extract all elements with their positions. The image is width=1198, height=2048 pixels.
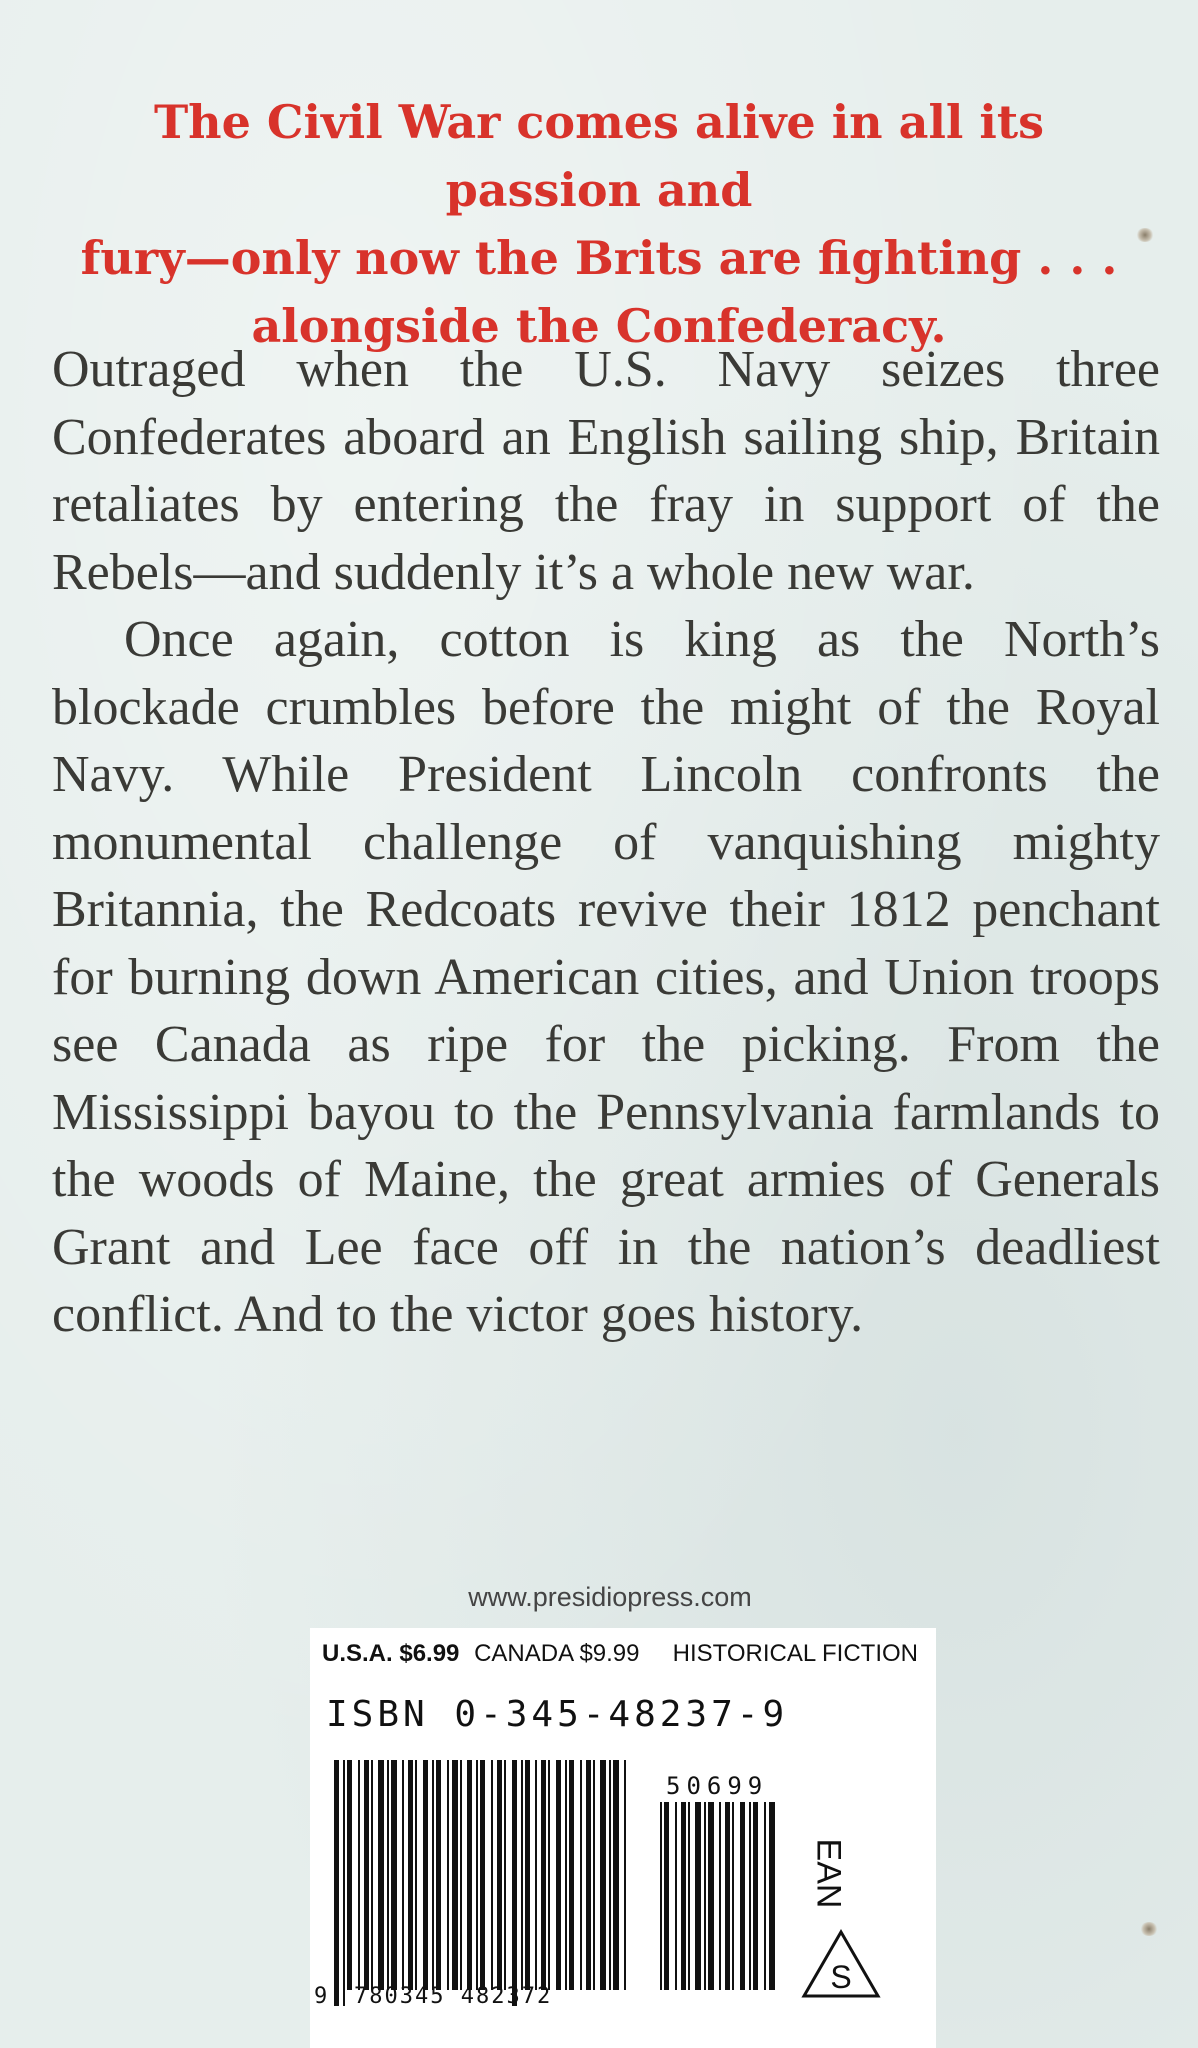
barcode-bar — [480, 1760, 485, 1990]
barcode-bar — [504, 1760, 506, 1990]
barcode-bar — [708, 1802, 713, 1990]
barcode-bar — [371, 1760, 373, 1990]
barcode-bar — [467, 1760, 472, 1990]
barcode-bar — [769, 1802, 774, 1990]
barcode-bar — [749, 1802, 751, 1990]
barcode-bar — [548, 1760, 550, 1990]
barcode-bar — [378, 1760, 383, 1990]
barcode-bar — [391, 1760, 396, 1990]
barcode-bar — [347, 1760, 352, 1990]
barcode-bar — [580, 1760, 582, 1990]
barcode-bar — [525, 1760, 530, 1990]
price-row — [322, 1640, 926, 1674]
barcode-number: 780345 482372 — [354, 1984, 553, 2009]
barcode-bar — [436, 1760, 441, 1990]
barcode-bar — [725, 1802, 730, 1990]
barcode-label — [310, 1628, 936, 2048]
barcode-bar — [764, 1802, 766, 1990]
barcode-bar — [491, 1760, 493, 1990]
price-usa: U.S.A. $6.99 — [322, 1640, 460, 1667]
price-canada: CANADA $9.99 — [474, 1640, 640, 1667]
barcode-bar — [565, 1760, 567, 1990]
barcode-bar — [609, 1760, 611, 1990]
barcode-bar — [695, 1802, 700, 1990]
barcode-bar — [740, 1802, 745, 1990]
barcode-bar — [364, 1760, 369, 1990]
barcode-bar — [624, 1760, 626, 1990]
barcode-bar — [675, 1802, 677, 1990]
barcode-bar — [753, 1802, 758, 1990]
ean-text: EAN — [809, 1838, 848, 1908]
barcode-bar — [497, 1760, 502, 1990]
paper-blemish — [1136, 228, 1154, 242]
barcode-bar — [593, 1760, 595, 1990]
genre-label: HISTORICAL FICTION — [672, 1640, 918, 1667]
barcode-bar — [343, 1760, 345, 2006]
price-addon-barcode — [660, 1802, 775, 1990]
ean-barcode — [334, 1760, 630, 1990]
barcode-bar — [541, 1760, 546, 1990]
barcode-bar — [704, 1802, 706, 1990]
barcode-bar — [334, 1760, 339, 2006]
barcode-digits — [314, 1984, 754, 2014]
barcode-bar — [681, 1802, 686, 1990]
barcode-bar — [402, 1760, 404, 1990]
barcode-bar — [432, 1760, 434, 1990]
barcode-bar — [556, 1760, 561, 1990]
barcode-bar — [719, 1802, 721, 1990]
paper-blemish — [1140, 1922, 1158, 1936]
tagline-line: The Civil War comes alive in all its passion and — [153, 95, 1045, 217]
barcode-bar — [408, 1760, 413, 1990]
s-letter: S — [830, 1959, 852, 1995]
blurb — [52, 336, 1160, 1349]
barcode-bar — [415, 1760, 417, 1990]
barcode-bar — [521, 1760, 523, 1990]
barcode-bar — [512, 1760, 517, 2006]
publisher-website: www.presidiopress.com — [468, 1582, 752, 1612]
addon-digits: 50699 — [666, 1772, 769, 1800]
tagline-line: alongside the Confederacy. — [251, 299, 947, 353]
blurb-paragraph: Once again, cotton is king as the North’s blockade crumbles before the might of the Royal Navy. While President Lincoln confronts the monumental challenge of vanquishing mighty Britannia, the Redcoats revive their 1812 penchant for burning down American cities, and Union troops see Canada as ripe for the picking. From the Mississippi bayou to the Pennsylvania farmlands to the woods of Maine, the great armies of Generals Grant and Lee face off in the nation’s deadliest conflict. And to the victor goes history. — [52, 611, 1160, 1343]
barcode-bar — [660, 1802, 662, 1990]
barcode-bar — [423, 1760, 428, 1990]
blurb-paragraph: Outraged when the U.S. Navy seizes three Confederates aboard an English sailing ship, Britain retaliates by entering the fray in support of the Rebels—and suddenly it’s a whole new war. — [52, 341, 1160, 601]
barcode-bar — [664, 1802, 669, 1990]
barcode-bar — [613, 1760, 618, 1990]
barcode-bar — [535, 1760, 537, 1990]
barcode-bar — [688, 1802, 690, 1990]
barcode-bar — [600, 1760, 605, 1990]
barcode-bar — [452, 1760, 457, 1990]
barcode-bar — [358, 1760, 360, 1990]
barcode-bar — [586, 1760, 591, 1990]
barcode-bar — [447, 1760, 449, 1990]
isbn: ISBN 0-345-48237-9 — [326, 1694, 789, 1735]
tagline-line: fury—only now the Brits are fighting . . . — [80, 231, 1118, 285]
barcode-bar — [569, 1760, 574, 1990]
barcode-bar — [732, 1802, 734, 1990]
barcode-bar — [476, 1760, 478, 1990]
s-triangle-logo — [800, 1928, 882, 2000]
barcode-bar — [387, 1760, 389, 1990]
barcode-first-digit: 9 — [314, 1984, 328, 2009]
tagline — [60, 88, 1138, 360]
ean-label — [808, 1818, 848, 1928]
barcode-bar — [460, 1760, 462, 1990]
